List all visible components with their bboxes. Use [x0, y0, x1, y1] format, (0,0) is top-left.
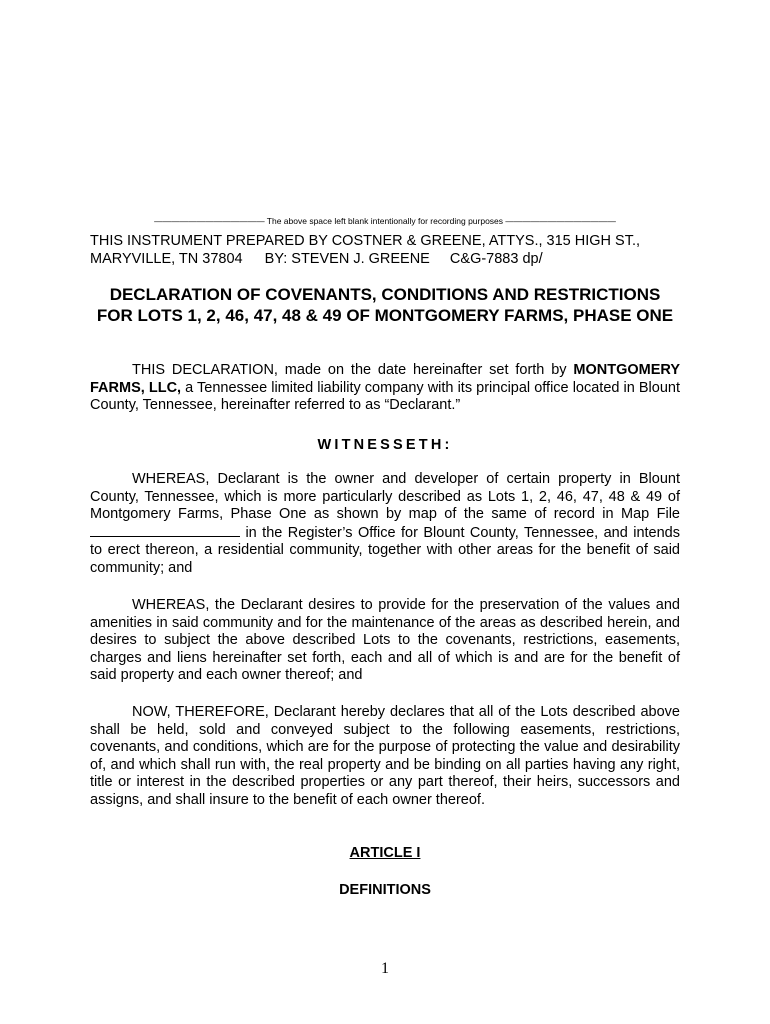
prepared-by-reference: C&G-7883 dp/ — [449, 251, 543, 267]
therefore-paragraph — [90, 704, 680, 810]
therefore-text: NOW, THEREFORE, Declarant hereby declares that all of the Lots described above shall be held, sold and conveyed subject to the following easements, restrictions, covenants, and conditions, which are for the purpose of protecting the value and desirability of, and which shall run with, the real property and be binding on all parties having any right, title or interest in the described properties or any part thereof, their heirs, successors and assigns, and shall insure to the benefit of each owner thereof. — [90, 704, 680, 808]
whereas-1-part-1: WHEREAS, Declarant is the owner and developer of certain property in Blount County, Tennessee, which is more particularly described as Lots 1, 2, 46, 47, 48 & 49 of Montgomery Farms, Phase One as shown by map of the same of record in Map File — [90, 471, 680, 523]
declaration-paragraph — [90, 362, 680, 415]
article-heading: ARTICLE I — [349, 845, 421, 861]
witnesseth-heading: WITNESSETH: — [317, 437, 453, 453]
page-number: 1 — [381, 960, 389, 977]
declarant-name: MONTGOMERY FARMS, LLC, — [90, 362, 681, 396]
whereas-1-part-2: in the Register’s Office for Blount County, Tennessee, and intends to erect thereon, a residential community, together with other areas for the benefit of said community; and — [90, 524, 680, 576]
prepared-by-line-1: THIS INSTRUMENT PREPARED BY COSTNER & GREENE, ATTYS., 315 HIGH ST., — [90, 233, 641, 249]
recording-space-note: ————————————— The above space left blank intentionally for recording purposes ————————————— — [154, 216, 616, 226]
whereas-2-text: WHEREAS, the Declarant desires to provide for the preservation of the values and amenities in said community and for the maintenance of the areas as described herein, and desires to subject the above described Lots to the covenants, restrictions, easements, charges and liens hereinafter set forth, each and all of which is and are for the benefit of said property and each owner thereof; and — [90, 597, 680, 684]
article-title: DEFINITIONS — [339, 882, 431, 898]
prepared-by-attorney: BY: STEVEN J. GREENE — [264, 251, 430, 267]
prepared-by-line-2 — [90, 250, 690, 268]
declaration-rest: a Tennessee limited liability company with its principal office located in Blount County, Tennessee, hereinafter referred to as “Declarant.” — [90, 379, 680, 414]
prepared-by-address: MARYVILLE, TN 37804 — [90, 251, 243, 267]
map-file-blank — [90, 524, 240, 537]
document-title: DECLARATION OF COVENANTS, CONDITIONS AND RESTRICTIONS FOR LOTS 1, 2, 46, 47, 48 & 49 OF MONTGOMERY FARMS, PHASE ONE — [96, 285, 674, 325]
declaration-lead: THIS DECLARATION, made on the date hereinafter set forth by — [132, 362, 567, 378]
whereas-paragraph-1 — [90, 471, 680, 578]
prepared-by-block — [90, 232, 690, 268]
document-page — [90, 0, 680, 1024]
whereas-paragraph-2 — [90, 597, 680, 685]
